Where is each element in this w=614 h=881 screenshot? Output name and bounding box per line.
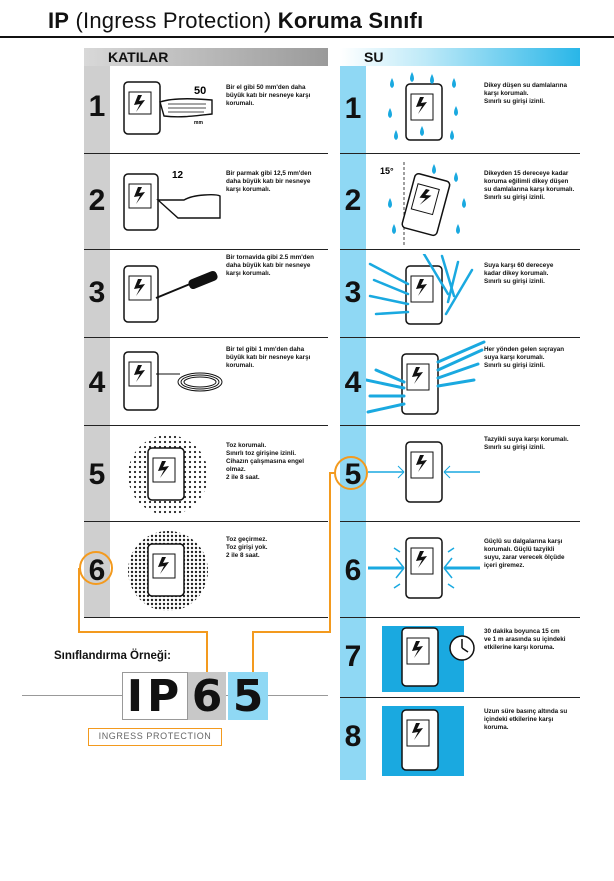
solid-level-number: 6 [88,554,106,587]
water-jet-icon [368,430,482,514]
title-underline [0,36,614,38]
water-row-6 [340,522,580,618]
solid-row-1 [84,66,328,154]
connector-line [252,631,331,633]
dust-icon [118,430,218,520]
ingress-protection-label: INGRESS PROTECTION [88,728,222,746]
water-description: Dikeyden 15 dereceye kadar koruma eğilimli dikey düşen su damlalarına karşı korumalı. Sınırlı su girişi izinli. [484,170,575,201]
water-level-number: 2 [344,184,362,217]
title-subtitle: (Ingress Protection) [75,8,272,33]
water-row-7 [340,618,580,698]
example-label: Sınıflandırma Örneği: [54,650,171,662]
connector-line [329,472,331,632]
solid-description: Bir tel gibi 1 mm'den daha büyük katı bir nesneye karşı korumalı. [226,346,311,369]
angle-label: 15° [380,166,394,176]
water-header: SU [340,48,580,66]
powerful-jet-icon [368,526,482,610]
solid-level-number: 2 [88,184,106,217]
solid-description: Bir tornavida gibi 2.5 mm'den daha büyük katı bir nesneye karşı korumalı. [226,254,314,277]
water-description: Suya karşı 60 dereceye kadar dikey korumalı. Sınırlı su girişi izinli. [484,262,554,285]
vertical-drops-icon [382,70,466,150]
row-divider [84,617,328,618]
tilted-drops-icon [374,158,474,248]
solid-description: Bir el gibi 50 mm'den daha büyük katı bir nesneye karşı korumalı. [226,84,311,107]
connector-line [78,568,80,632]
solid-description: Toz korumalı. Sınırlı toz girişine izinli. Cihazın çalışmasına engel olmaz. 2 ile 8 saat. [226,442,305,481]
solid-row-5 [84,426,328,522]
title-ip: IP [48,8,70,33]
solid-level-number: 1 [88,90,106,123]
solid-row-3 [84,250,328,338]
dust-tight-icon [118,526,218,616]
connector-line [206,631,208,673]
water-description: Tazyikli suya karşı korumalı. Sınırlı su girişi izinli. [484,436,569,451]
water-level-number: 1 [344,92,362,125]
water-digit: 5 [228,672,268,720]
screwdriver-icon [120,262,224,328]
size-mark-12: 12 [172,170,184,181]
title-class: Koruma Sınıfı [277,8,424,33]
ip-letters: IP [122,672,188,720]
splash-icon [366,340,486,424]
connector-line [78,631,208,633]
water-row-8 [340,698,580,780]
water-description: 30 dakika boyunca 15 cm ve 1 m arasında su içindeki etkilerine karşı koruma. [484,628,566,651]
continuous-immersion-icon [382,702,466,778]
size-mark-unit: mm [194,120,203,126]
connector-line [252,631,254,673]
water-row-4 [340,338,580,426]
water-description: Güçlü su dalgalarına karşı korumalı. Güçlü tazyikli suyu, zarar verecek ölçüde içeri giremez. [484,538,565,569]
water-level-number: 3 [344,276,362,309]
solids-header: KATILAR [84,48,328,66]
solid-level-number: 5 [88,458,106,491]
solid-row-2 [84,154,328,250]
water-description: Her yönden gelen sıçrayan suya karşı korumalı. Sınırlı su girişi izinli. [484,346,565,369]
water-level-number: 5 [344,458,362,491]
water-description: Uzun süre basınç altında su içindeki etkilerine karşı koruma. [484,708,568,731]
size-mark-50: 50 [194,85,207,97]
solid-row-4 [84,338,328,426]
solid-level-number: 4 [88,366,106,399]
solid-description: Toz geçirmez. Toz girişi yok. 2 ile 8 saat. [226,536,268,559]
wire-icon [120,348,224,418]
water-description: Dikey düşen su damlalarına karşı korumalı. Sınırlı su girişi izinli. [484,82,567,105]
water-row-5 [340,426,580,522]
water-level-number: 8 [344,720,362,753]
hand-icon [120,78,220,140]
spray-60-icon [368,254,478,334]
solid-level-number: 3 [88,276,106,309]
water-row-3 [340,250,580,338]
highlight-ring-solid [79,551,113,585]
water-level-number: 4 [344,366,362,399]
water-row-2 [340,154,580,250]
finger-icon [120,166,224,236]
solid-digit: 6 [188,672,226,720]
water-level-number: 6 [344,554,362,587]
temporary-immersion-icon [382,620,482,696]
page-title [48,8,423,34]
solid-row-6 [84,522,328,618]
water-row-1 [340,66,580,154]
solid-description: Bir parmak gibi 12,5 mm'den daha büyük katı bir nesneye karşı korumalı. [226,170,312,193]
water-level-number: 7 [344,640,362,673]
